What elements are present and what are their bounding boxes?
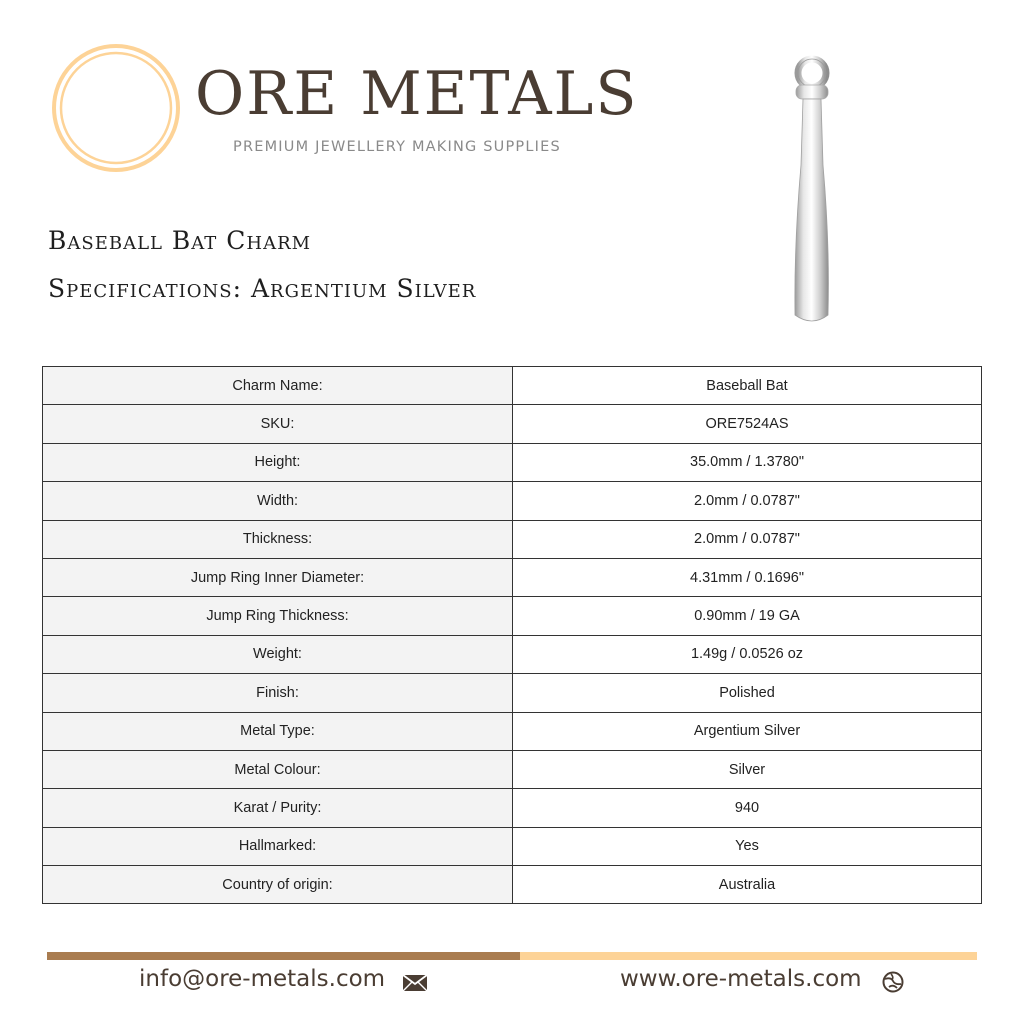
table-row <box>43 827 982 865</box>
brand-name: ORE METALS <box>195 59 639 129</box>
table-row <box>43 405 982 443</box>
spec-label: Finish: <box>43 674 513 712</box>
footer-bar-gold <box>520 952 977 960</box>
table-row <box>43 558 982 596</box>
spec-label: Metal Colour: <box>43 750 513 788</box>
spec-value: 2.0mm / 0.0787" <box>513 520 982 558</box>
spec-value: 4.31mm / 0.1696" <box>513 558 982 596</box>
spec-value: ORE7524AS <box>513 405 982 443</box>
spec-value: 0.90mm / 19 GA <box>513 597 982 635</box>
footer-website[interactable]: www.ore-metals.com <box>620 966 862 992</box>
spec-value: Australia <box>513 866 982 904</box>
spec-label: Karat / Purity: <box>43 789 513 827</box>
spec-label: Width: <box>43 482 513 520</box>
spec-label: Country of origin: <box>43 866 513 904</box>
brand-tagline: PREMIUM JEWELLERY MAKING SUPPLIES <box>233 139 561 155</box>
spec-value: Argentium Silver <box>513 712 982 750</box>
spec-label: Jump Ring Inner Diameter: <box>43 558 513 596</box>
spec-value: 940 <box>513 789 982 827</box>
table-row <box>43 443 982 481</box>
spec-label: Charm Name: <box>43 367 513 405</box>
envelope-icon <box>402 974 428 992</box>
spec-value: 1.49g / 0.0526 oz <box>513 635 982 673</box>
spec-label: Metal Type: <box>43 712 513 750</box>
table-row <box>43 750 982 788</box>
spec-value: Silver <box>513 750 982 788</box>
spec-label: Hallmarked: <box>43 827 513 865</box>
globe-icon <box>882 971 904 993</box>
spec-value: Polished <box>513 674 982 712</box>
spec-value: Baseball Bat <box>513 367 982 405</box>
footer-email[interactable]: info@ore-metals.com <box>139 966 386 992</box>
footer-bar-brown <box>47 952 520 960</box>
table-row <box>43 866 982 904</box>
spec-label: Weight: <box>43 635 513 673</box>
table-row <box>43 674 982 712</box>
spec-label: SKU: <box>43 405 513 443</box>
table-row <box>43 635 982 673</box>
spec-value: Yes <box>513 827 982 865</box>
spec-value: 35.0mm / 1.3780" <box>513 443 982 481</box>
spec-label: Height: <box>43 443 513 481</box>
table-row <box>43 520 982 558</box>
table-row <box>43 482 982 520</box>
page-title: Baseball Bat Charm <box>48 226 312 255</box>
spec-label: Jump Ring Thickness: <box>43 597 513 635</box>
page-subtitle: Specifications: Argentium Silver <box>48 274 477 303</box>
spec-label: Thickness: <box>43 520 513 558</box>
baseball-bat-charm-image <box>770 55 860 330</box>
specifications-table <box>42 366 982 904</box>
table-row <box>43 597 982 635</box>
spec-value: 2.0mm / 0.0787" <box>513 482 982 520</box>
table-row <box>43 712 982 750</box>
logo-ring-icon <box>50 42 182 174</box>
table-row <box>43 789 982 827</box>
table-row <box>43 367 982 405</box>
